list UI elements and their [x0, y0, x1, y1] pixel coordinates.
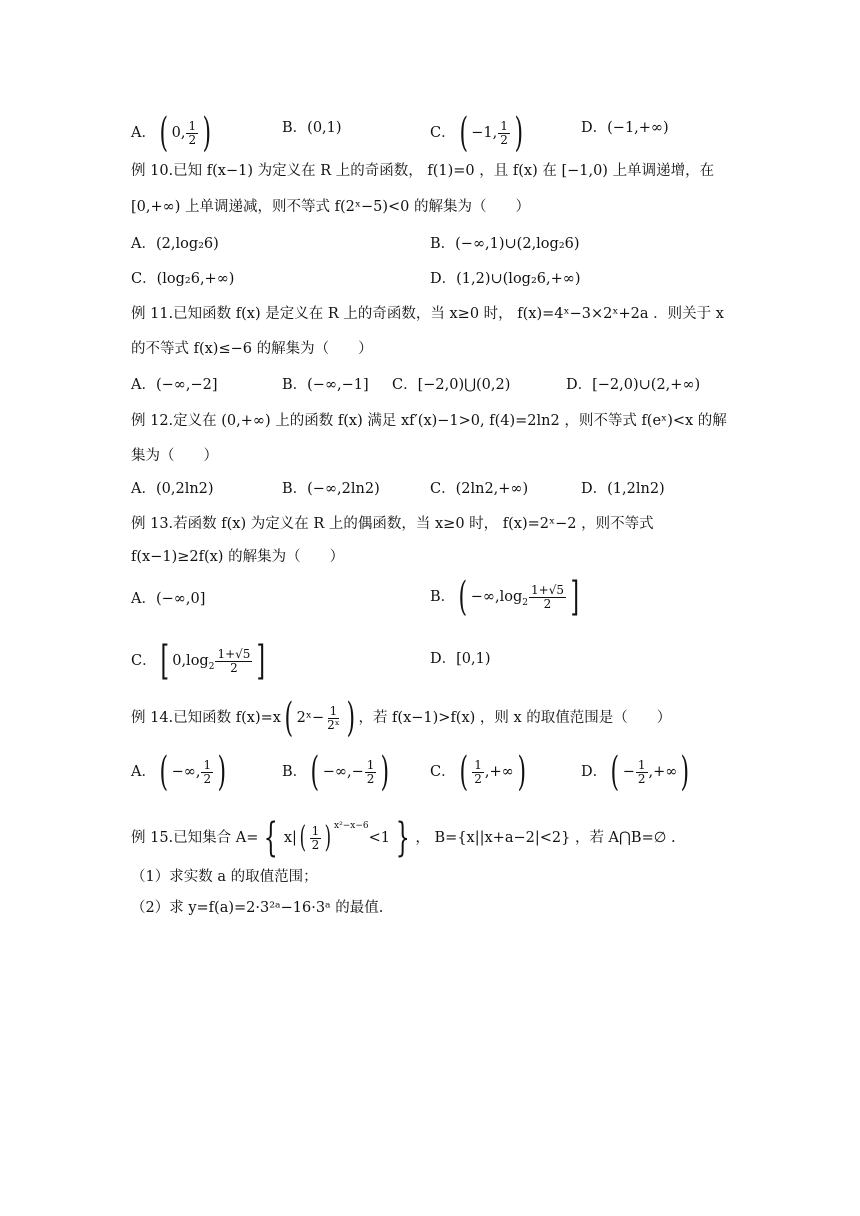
q14-option-b	[282, 749, 393, 795]
fraction	[310, 825, 322, 852]
brace-left: {	[264, 815, 279, 861]
option-label: D．	[581, 120, 608, 136]
fraction-num: 1	[500, 118, 508, 133]
q15-stem	[131, 815, 676, 861]
paren-left: (	[284, 695, 294, 741]
q11-option-d: D．[−2,0)∪(2,+∞)	[566, 377, 701, 393]
stem-text: <1	[368, 830, 390, 846]
paren-left: (	[459, 110, 468, 156]
q13-stem-line1: 例 13.若函数 f(x) 为定义在 R 上的偶函数，当 x≥0 时， f(x)=2ˣ−2 ，则不等式	[131, 516, 654, 532]
fraction	[186, 120, 198, 147]
fraction	[472, 759, 484, 786]
q10-stem-line1: 例 10.已知 f(x−1) 为定义在 R 上的奇函数， f(1)=0 ，且 f(x) 在 [−1,0) 上单调递增，在	[131, 163, 715, 179]
q11-option-c: C．[−2,0)⋃(0,2)	[392, 377, 511, 393]
option-label: C．	[430, 764, 456, 780]
q12-option-b: B．(−∞,2ln2)	[282, 481, 380, 497]
fraction-num: 1	[188, 118, 197, 133]
q10-option-b: B．(−∞,1)∪(2,log₂6)	[430, 236, 580, 252]
q14-stem	[131, 695, 672, 741]
fraction-den: 2	[366, 771, 375, 786]
fraction-den: 2	[474, 771, 482, 786]
q15-part2: （2）求 y=f(a)=2·3²ᵃ−16·3ᵃ 的最值.	[131, 900, 384, 916]
fraction-num: 1	[329, 703, 338, 718]
q13-stem-line2: f(x−1)≥2f(x) 的解集为（ ）	[131, 549, 345, 565]
paren-right: )	[202, 110, 212, 156]
q9-option-c	[430, 110, 526, 156]
option-text: 0,log	[172, 653, 209, 669]
stem-text: 例 15.已知集合 A=	[131, 830, 259, 846]
log-base: 2	[522, 597, 528, 608]
fraction-den: 2	[203, 771, 212, 786]
option-label: C．	[131, 653, 157, 669]
paren-left: (	[299, 820, 307, 855]
q10-option-c: C．(log₂6,+∞)	[131, 271, 235, 287]
paren-left: (	[459, 749, 468, 795]
paren-right: )	[380, 749, 390, 795]
option-text: (−1,+∞)	[607, 120, 669, 136]
option-text: −1,	[471, 125, 498, 141]
q10-option-d: D．(1,2)∪(log₂6,+∞)	[430, 271, 581, 287]
fraction-den: 2ˣ	[327, 717, 340, 732]
fraction	[365, 759, 377, 786]
q14-option-c	[430, 749, 529, 795]
fraction-num: 1	[474, 757, 482, 772]
fraction-den: 2	[637, 771, 646, 786]
fraction	[636, 759, 648, 786]
paren-left: (	[159, 749, 169, 795]
fraction-num: 1	[366, 757, 375, 772]
fraction-den: 2	[500, 132, 508, 147]
paren-left: (	[610, 749, 620, 795]
q13-option-d: D．[0,1)	[430, 651, 491, 667]
fraction-den: 2	[230, 660, 238, 675]
exponent: x²−x−6	[334, 821, 369, 831]
option-label: B．	[430, 589, 456, 605]
stem-text: ， B={x||x+a−2|<2} ，若 A⋂B=∅ .	[415, 830, 676, 846]
fraction	[498, 120, 510, 147]
paren-left: (	[159, 110, 169, 156]
option-text: −∞,log	[470, 589, 523, 605]
fraction-den: 2	[543, 596, 552, 611]
paren-right: )	[217, 749, 227, 795]
fraction-num: 1	[203, 757, 212, 772]
option-text: ,+∞	[648, 764, 678, 780]
paren-left: (	[310, 749, 320, 795]
q11-option-b: B．(−∞,−1]	[282, 377, 369, 393]
option-text: −∞,	[171, 764, 201, 780]
option-text: (0,1)	[307, 120, 342, 136]
q11-stem-line1: 例 11.已知函数 f(x) 是定义在 R 上的奇函数，当 x≥0 时， f(x)=4ˣ−3×2ˣ+2a ．则关于 x	[131, 306, 724, 322]
paren-right: )	[346, 695, 355, 741]
stem-text: ，若 f(x−1)>f(x) ，则 x 的取值范围是（ ）	[358, 710, 672, 726]
option-label: A．	[131, 125, 156, 141]
q14-option-d	[581, 749, 693, 795]
option-label: B．	[282, 120, 308, 136]
option-text: −	[622, 764, 635, 780]
paren-right: )	[324, 820, 332, 855]
q13-option-a: A．(−∞,0]	[131, 591, 206, 607]
paren-left: (	[458, 574, 468, 620]
option-label: C．	[430, 125, 456, 141]
option-text: −∞,−	[322, 764, 364, 780]
fraction-den: 2	[188, 132, 197, 147]
q12-option-c: C．(2ln2,+∞)	[430, 481, 529, 497]
bracket-left: [	[160, 638, 169, 684]
fraction-num: 1	[311, 823, 320, 838]
q11-stem-line2: 的不等式 f(x)≤−6 的解集为（ ）	[131, 341, 373, 357]
option-text: ,+∞	[484, 764, 514, 780]
fraction	[201, 759, 213, 786]
q12-option-d: D．(1,2ln2)	[581, 481, 665, 497]
option-text: 0,	[171, 125, 186, 141]
stem-text: 2ˣ−	[296, 710, 325, 726]
stem-text: x|	[283, 830, 297, 846]
q13-option-b	[430, 574, 583, 620]
log-base: 2	[208, 661, 215, 672]
q11-option-a: A．(−∞,−2]	[131, 377, 218, 393]
q9-option-b	[282, 117, 342, 139]
q9-option-d	[581, 117, 669, 139]
option-label: B．	[282, 764, 308, 780]
paren-right: )	[517, 749, 526, 795]
option-label: A．	[131, 764, 156, 780]
fraction-num: 1+√5	[531, 582, 564, 597]
stem-text: 例 14.已知函数 f(x)=x	[131, 710, 281, 726]
fraction-num: 1	[637, 757, 646, 772]
q15-part1: （1）求实数 a 的取值范围；	[131, 869, 318, 885]
bracket-right: ]	[256, 638, 266, 684]
option-label: D．	[581, 764, 608, 780]
fraction	[325, 705, 342, 732]
fraction-den: 2	[311, 837, 320, 852]
fraction-num: 1+√5	[217, 646, 251, 661]
q14-option-a	[131, 749, 230, 795]
paren-right: )	[514, 110, 523, 156]
fraction	[215, 648, 252, 675]
q12-option-a: A．(0,2ln2)	[131, 481, 214, 497]
q10-option-a: A．(2,log₂6)	[131, 236, 219, 252]
q13-option-c	[131, 638, 269, 684]
q10-stem-line2: [0,+∞) 上单调递减，则不等式 f(2ˣ−5)<0 的解集为（ ）	[131, 199, 531, 215]
bracket-right: ]	[570, 574, 580, 620]
paren-right: )	[680, 749, 690, 795]
q9-option-a	[131, 110, 215, 156]
brace-right: }	[395, 815, 410, 861]
q12-stem-line2: 集为（ ）	[131, 448, 218, 464]
fraction	[529, 584, 566, 611]
q12-stem-line1: 例 12.定义在 (0,+∞) 上的函数 f(x) 满足 xf′(x)−1>0, f(4)=2ln2 ，则不等式 f(eˣ)<x 的解	[131, 413, 727, 429]
